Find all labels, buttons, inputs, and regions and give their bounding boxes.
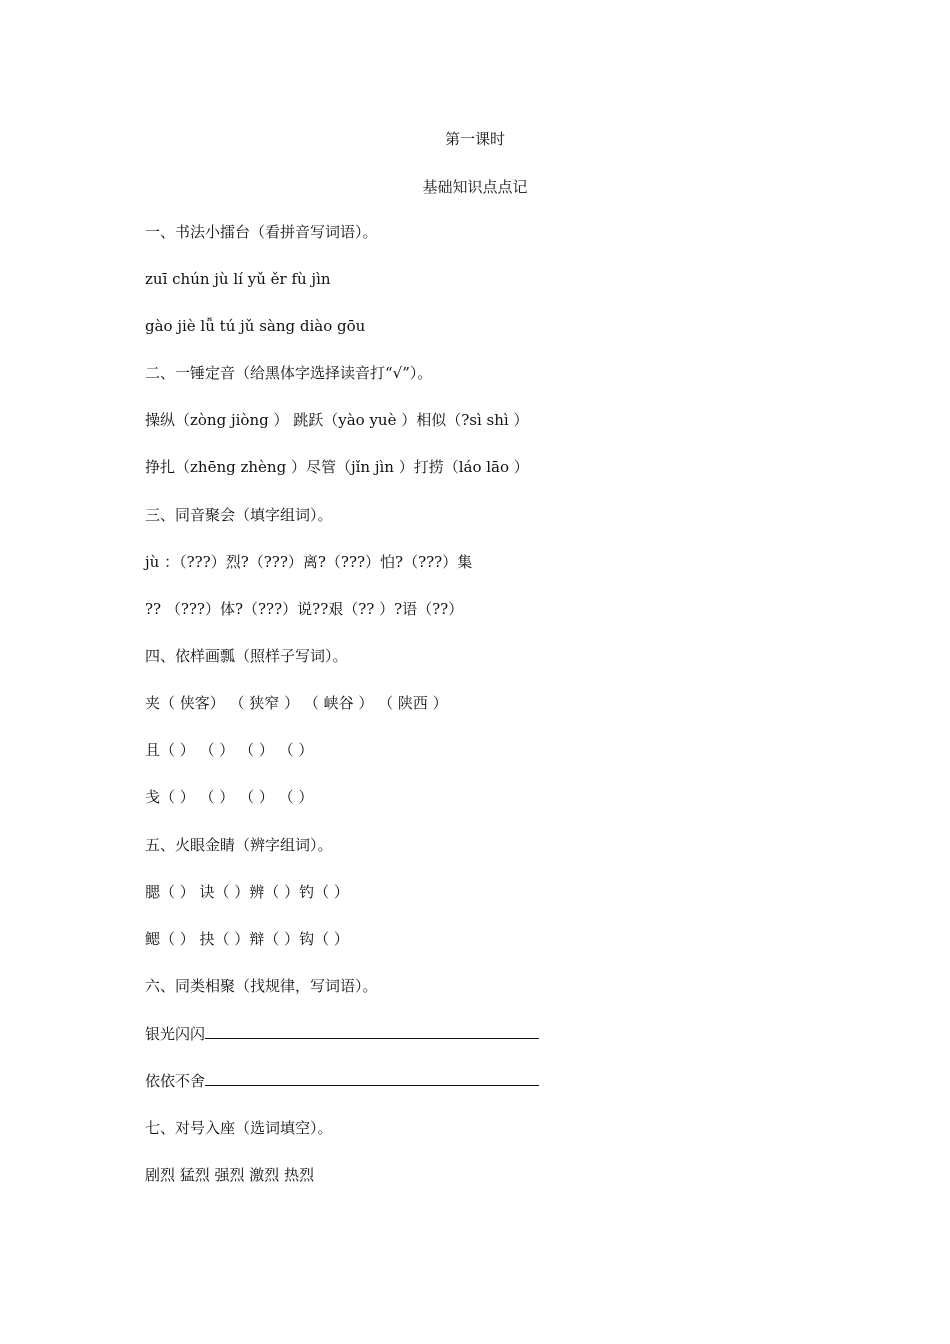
lesson-title: 第一课时 [444, 130, 505, 148]
question-7-heading: 七、对号入座（选词填空）。 [145, 1119, 333, 1137]
question-1-heading: 一、书法小擂台（看拼音写词语）。 [145, 223, 378, 241]
answer-blank-1[interactable] [205, 1023, 539, 1039]
pinyin-row-2: gào jiè lǚ tú jǔ sàng diào gōu [145, 317, 366, 335]
pattern-word-2: 依依不舍 [145, 1072, 206, 1090]
word-choices: 剧烈 猛烈 强烈 激烈 热烈 [145, 1166, 315, 1184]
example-row: 夹（ 侠客） （ 狭窄 ） （ 峡谷 ） （ 陕西 ） [145, 694, 448, 712]
pronunciation-row-2: 挣扎（zhēng zhèng ）尽管（jǐn jìn ）打捞（láo lāo ） [145, 458, 529, 476]
homophone-row-1: jù ：（???）烈?（???）离?（???）怕?（???）集 [145, 553, 473, 571]
answer-blank-2[interactable] [205, 1070, 539, 1086]
fill-row-jian: 戋（ ） （ ） （ ） （ ） [145, 788, 314, 806]
pattern-word-1: 银光闪闪 [145, 1025, 206, 1043]
question-6-heading: 六、同类相聚（找规律，写词语）。 [145, 977, 378, 995]
question-4-heading: 四、依样画瓢（照样子写词）。 [145, 647, 348, 665]
pronunciation-row-1: 操纵（zòng jiòng ） 跳跃（yào yuè ）相似（?sì shì ） [145, 411, 529, 429]
pinyin-row-1: zuī chún jù lí yǔ ěr fù jìn [145, 270, 331, 288]
question-3-heading: 三、同音聚会（填字组词）。 [145, 506, 333, 524]
pattern-row-2 [145, 1070, 539, 1091]
question-5-heading: 五、火眼金睛（辨字组词）。 [145, 836, 333, 854]
distinguish-row-2: 鳃（ ） 抉（ ）辩（ ）钩（ ） [145, 930, 349, 948]
homophone-row-2: ?? （???）体?（???）说??艰（?? ）?语（??） [145, 600, 464, 618]
pattern-row-1 [145, 1023, 539, 1044]
distinguish-row-1: 腮（ ） 诀（ ）辨（ ）钓（ ） [145, 883, 349, 901]
section-heading: 基础知识点点记 [422, 178, 528, 196]
question-2-heading: 二、一锤定音（给黑体字选择读音打“√”）。 [145, 364, 433, 382]
fill-row-qie: 且（ ） （ ） （ ） （ ） [145, 741, 314, 759]
